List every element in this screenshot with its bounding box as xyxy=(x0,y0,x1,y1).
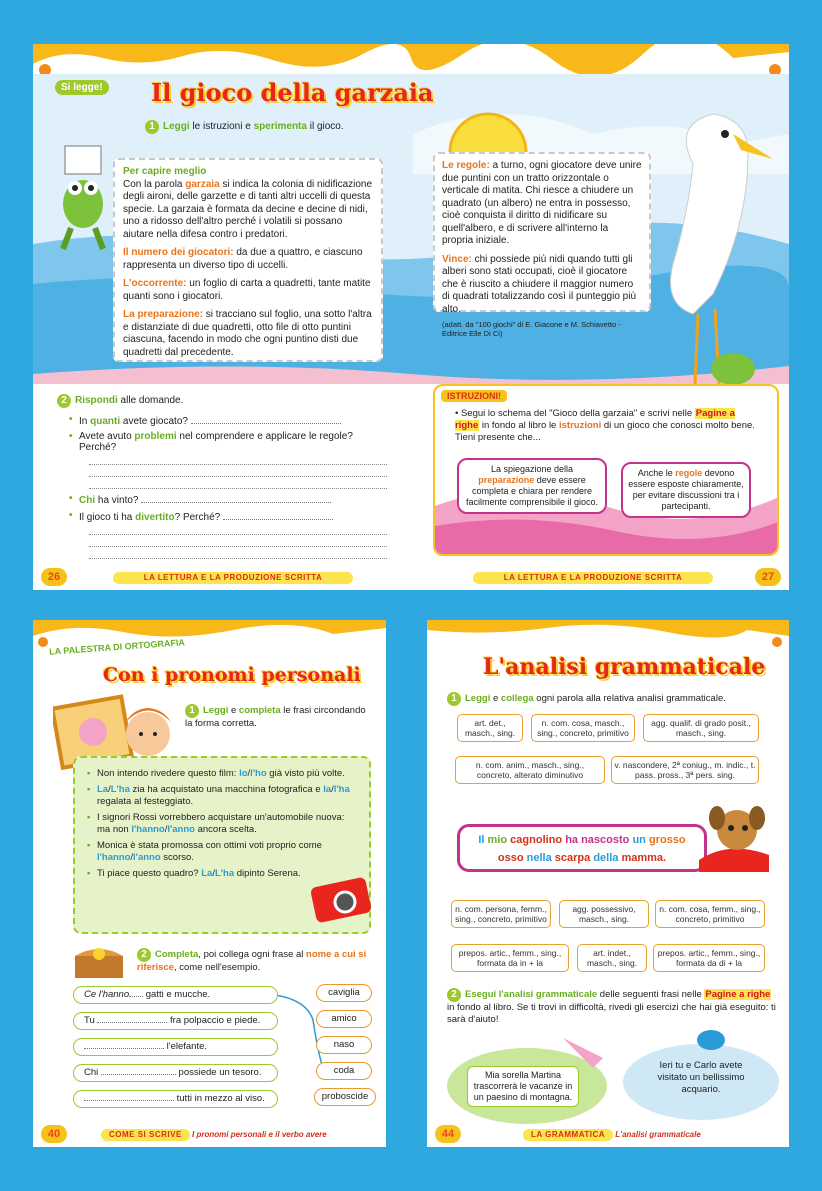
sentence-word[interactable]: della xyxy=(593,852,619,864)
sentence-word[interactable]: mamma. xyxy=(621,852,667,864)
example-sentence-box xyxy=(457,824,707,872)
step-2-instruction: 2 Esegui l'analisi grammaticale delle seguenti frasi nelle Pagine a righe in fondo al libro. Se ti trovi in difficoltà, rivedi gli esercizi che hai già eseguito: ti sarà d'aiuto! xyxy=(447,989,776,1025)
wave-decoration xyxy=(33,44,789,78)
camera-icon xyxy=(309,872,373,924)
istruzioni-panel xyxy=(433,384,779,556)
page-analisi xyxy=(427,620,789,1147)
questions-section: 2 Rispondi alle domande. • In quanti avete giocato? • Avete avuto problemi nel comprendere e applicare le regole? Perché? • Chi ha vinto? • Il gioco ti ha divertito? Perché? xyxy=(57,394,387,563)
answer-line[interactable] xyxy=(89,465,387,477)
option-lanno[interactable]: l'anno xyxy=(133,852,161,863)
answer-line[interactable] xyxy=(89,547,387,559)
sentence-words xyxy=(478,834,685,864)
sentence-line-3[interactable]: l'elefante. xyxy=(73,1038,278,1056)
rules-box-right: Le regole: a turno, ogni giocatore deve unire due puntini con un tratto orizzontale o verticale di matita. Chi riesce a chiudere un quadrato (un albero) ne entra in possesso, cioè conquista il diritto di nidificare su quell'albero, e di scrivere all'interno la propria iniziale. Vince: chi possiede più nidi quando tutti gli alberi sono stati occupati, cioè il giocatore che è riuscito a chiudere il maggior numero di quadrati totalizzando così il punteggio più alto. (adatt. da "100 giochi" di E. Giacone e M. Schiavetto - Editrice Elle Di Ci) xyxy=(433,152,651,312)
istruzioni-label: ISTRUZIONI! xyxy=(441,390,507,402)
option-lhanno[interactable]: l'hanno xyxy=(97,852,131,863)
istruzioni-text: • Segui lo schema del "Gioco della garzaia" e scrivi nelle Pagine a righe in fondo al libro le istruzioni di un gioco che conosci molto bene. Tieni presente che... xyxy=(455,408,755,443)
speech-bubble-regole: Anche le regole devono essere esposte chiaramente, per evitare discussioni tra i partecipanti. xyxy=(621,462,751,518)
page-pronomi xyxy=(33,620,386,1147)
answer-line[interactable] xyxy=(223,510,333,520)
analysis-tag[interactable]: art. indet., masch., sing. xyxy=(577,944,647,972)
sentence-word[interactable]: mio xyxy=(487,834,508,846)
source-citation: (adatt. da "100 giochi" di E. Giacone e M. Schiavetto - Editrice Elle Di Ci) xyxy=(442,320,621,338)
dog-in-shoe-illustration xyxy=(689,800,781,880)
sentence-line-1[interactable]: Ce l'hanno gatti e mucche. xyxy=(73,986,278,1004)
option-lo[interactable]: lo xyxy=(239,768,248,779)
sentence-word[interactable]: scarpa xyxy=(554,852,591,864)
analysis-tag[interactable]: v. nascondere, 2ª coniug., m. indic., t. pass. pross., 3ª pers. sing. xyxy=(611,756,759,784)
analysis-tag[interactable]: n. com. anim., masch., sing., concreto, alterato diminutivo xyxy=(455,756,605,784)
step-2-instruction: 2 Completa, poi collega ogni frase al nome a cui si riferisce, come nell'esempio. xyxy=(137,949,367,973)
treasure-chest-icon xyxy=(69,942,131,982)
analysis-tag[interactable]: prepos. artic., femm., sing., formata da in + la xyxy=(451,944,569,972)
sentence-cloud-1: Mia sorella Martina trascorrerà le vacanze in un paesino di montagna. xyxy=(467,1066,579,1107)
page-title: Con i pronomi personali xyxy=(103,664,361,686)
footer-left: LA LETTURA E LA PRODUZIONE SCRITTA xyxy=(113,572,353,584)
sentence-word[interactable]: ha nascosto xyxy=(565,834,630,846)
question-2: • Avete avuto problemi nel comprendere e applicare le regole? Perché? xyxy=(69,431,387,489)
page-number-right: 27 xyxy=(755,568,781,586)
question-4: • Il gioco ti ha divertito? Perché? xyxy=(69,510,387,559)
sentence-word[interactable]: un xyxy=(632,834,646,846)
word-proboscide[interactable]: proboscide xyxy=(314,1088,376,1106)
step-1-instruction: 1 Leggi e collega ogni parola alla relativa analisi grammaticale. xyxy=(447,692,777,706)
option-la[interactable]: la xyxy=(323,784,332,795)
sentence-cloud-2: Ieri tu e Carlo avete visitato un bellissimo acquario. xyxy=(657,1060,745,1095)
rules-box-left: Per capire meglio Con la parola garzaia si indica la colonia di nidificazione degli aironi, delle garzette e di tanti altri uccelli di questa specie. La garzaia è formata da decine e decine di nidi, uno a ridosso dell'altro perché i volatili si possano aiutare nella difesa contro i predatori. Il numero dei giocatori: da due a quattro, e ciascuno rappresenta un diverso tipo di uccelli. L'occorrente: un foglio di carta a quadretti, tante matite quanti sono i giocatori. La preparazione: si tracciano sul foglio, una sotto l'altra e distanziate di due quadretti, otto file di otto puntini ciascuna, facendo in modo che ogni puntino disti due quadretti dal precedente. xyxy=(113,158,383,362)
footer: COME SI SCRIVE I pronomi personali e il verbo avere xyxy=(101,1129,327,1141)
page-number: 44 xyxy=(435,1125,461,1143)
frog-illustration xyxy=(53,144,113,254)
step-1-instruction: 1 Leggi le istruzioni e sperimenta il gioco. xyxy=(145,120,344,134)
sentence-5: • Ti piace questo quadro? La/L'ha dipinto Serena. xyxy=(87,868,359,880)
section-label: LA PALESTRA DI ORTOGRAFIA xyxy=(48,637,186,657)
sentence-line-5[interactable]: tutti in mezzo al viso. xyxy=(73,1090,278,1108)
option-lha[interactable]: l'ha xyxy=(333,784,350,795)
sentence-3: • I signori Rossi vorrebbero acquistare un'automobile nuova: ma non l'hanno/l'anno ancora scelta. xyxy=(87,812,359,836)
answer-line[interactable] xyxy=(141,493,331,503)
question-3: • Chi ha vinto? xyxy=(69,493,387,506)
analysis-tag[interactable]: prepos. artic., femm., sing., formata da di + la xyxy=(653,944,765,972)
top-wave-border xyxy=(33,44,789,74)
option-lho[interactable]: l'ho xyxy=(250,768,267,779)
option-lanno[interactable]: l'anno xyxy=(167,824,195,835)
speech-bubble-preparazione: La spiegazione della preparazione deve essere completa e chiara per rendere facilmente comprensibile il gioco. xyxy=(457,458,607,514)
option-la[interactable]: La xyxy=(97,784,109,795)
sentence-word[interactable]: Il xyxy=(478,834,485,846)
page-title: Il gioco della garzaia xyxy=(151,78,434,107)
top-wave-border xyxy=(427,620,789,650)
sentence-line-4[interactable]: Chi possiede un tesoro. xyxy=(73,1064,278,1082)
answer-line[interactable] xyxy=(89,535,387,547)
step-1-instruction: 1 Leggi e completa le frasi circondando la forma corretta. xyxy=(185,705,366,729)
sentence-1: • Non intendo rivedere questo film: lo/l'ho già visto più volte. xyxy=(87,768,359,780)
spread-garzaia xyxy=(33,44,789,590)
option-lha[interactable]: L'ha xyxy=(214,868,235,879)
word-amico[interactable]: amico xyxy=(316,1010,372,1028)
analysis-tag[interactable]: art. det., masch., sing. xyxy=(457,714,523,742)
wave-decoration xyxy=(427,620,789,650)
analysis-tag[interactable]: n. com. cosa, masch., sing., concreto, primitivo xyxy=(531,714,635,742)
footer-right: LA LETTURA E LA PRODUZIONE SCRITTA xyxy=(473,572,713,584)
answer-line[interactable] xyxy=(89,523,387,535)
si-legge-badge: Si legge! xyxy=(55,80,109,95)
answer-line[interactable] xyxy=(191,414,341,424)
word-naso[interactable]: naso xyxy=(316,1036,372,1054)
sentence-word[interactable]: grosso xyxy=(648,834,686,846)
sentence-word[interactable]: nella xyxy=(526,852,552,864)
page-number: 40 xyxy=(41,1125,67,1143)
sentence-4: • Monica è stata promossa con ottimi voti proprio come l'hanno/l'anno scorso. xyxy=(87,840,359,864)
sentence-word[interactable]: cagnolino xyxy=(510,834,563,846)
analysis-tag[interactable]: agg. possessivo, masch., sing. xyxy=(559,900,649,928)
option-lhanno[interactable]: l'hanno xyxy=(131,824,165,835)
analysis-tag[interactable]: n. com. persona, femm., sing., concreto, primitivo xyxy=(451,900,551,928)
word-caviglia[interactable]: caviglia xyxy=(316,984,372,1002)
page-number-left: 26 xyxy=(41,568,67,586)
analysis-tag[interactable]: n. com. cosa, femm., sing., concreto, primitivo xyxy=(655,900,765,928)
analysis-tag[interactable]: agg. qualif. di grado posit., masch., sing. xyxy=(643,714,759,742)
footer: LA GRAMMATICA L'analisi grammaticale xyxy=(523,1129,701,1141)
question-1: • In quanti avete giocato? xyxy=(69,414,387,427)
sentence-word[interactable]: osso xyxy=(497,852,524,864)
option-la[interactable]: La xyxy=(201,868,213,879)
answer-line[interactable] xyxy=(89,477,387,489)
option-lha[interactable]: L'ha xyxy=(110,784,130,795)
sentence-line-2[interactable]: Tu fra polpaccio e piede. xyxy=(73,1012,278,1030)
answer-line[interactable] xyxy=(89,453,387,465)
word-coda[interactable]: coda xyxy=(316,1062,372,1080)
heron-illustration xyxy=(653,104,783,394)
sentence-2: • La/L'ha zia ha acquistato una macchina fotografica e la/l'ha regalata al festeggiato. xyxy=(87,784,359,808)
box-heading: Per capire meglio xyxy=(123,166,207,177)
step-number: 1 xyxy=(145,120,159,134)
page-title: L'analisi grammaticale xyxy=(483,654,766,680)
